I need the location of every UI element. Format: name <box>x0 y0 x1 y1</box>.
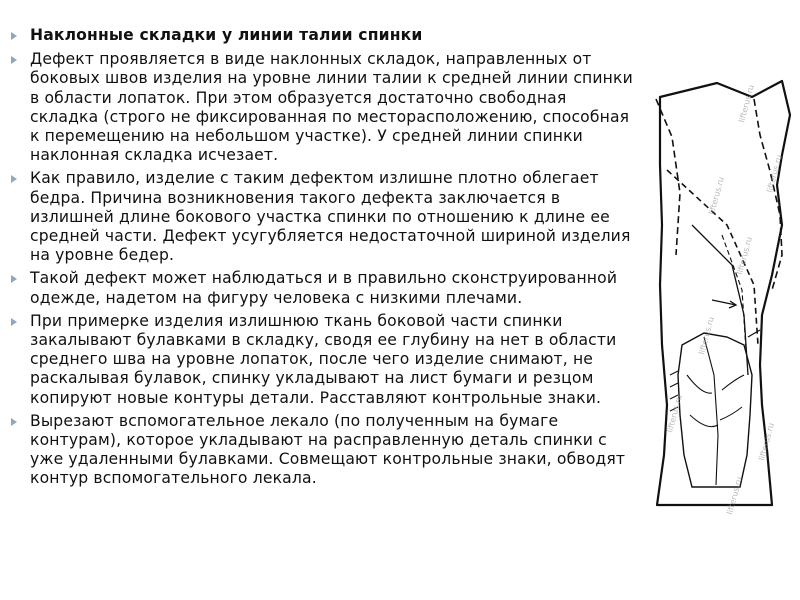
watermark: lifterus.ru <box>735 235 754 276</box>
watermark: lifterus.ru <box>665 393 684 434</box>
watermark: lifterus.ru <box>765 153 784 194</box>
paragraph-text: При примерке изделия излишнюю ткань боковой части спинки закалывают булавками в складку, сводя ее глубину на нет в области среднего шва на уровне лопаток, после чего изделие снимают, не раскалывая булавок, спинку укладывают на лист бумаги и резцом копируют новые контуры детали. Расставляют контрольные знаки. <box>30 311 617 407</box>
paragraph-text: Вырезают вспомогательное лекало (по полученным на бумаге контурам), которое укладывают на расправленную деталь спинки с уже удаленными булавками. Совмещают контрольные знаки, обводят контур вспомогательного лекала. <box>30 411 626 488</box>
watermark: lifterus.ru <box>697 315 716 356</box>
bullet-arrow-icon <box>11 318 17 326</box>
bullet-arrow-icon <box>11 32 17 40</box>
paragraph-4 <box>10 312 638 408</box>
watermark: lifterus.ru <box>707 175 726 216</box>
watermark: lifterus.ru <box>725 475 744 516</box>
garment-back-pattern-illustration <box>632 75 800 525</box>
paragraph-2 <box>10 169 638 265</box>
paragraph-text: Как правило, изделие с таким дефектом излишне плотно облегает бедра. Причина возникновения такого дефекта заключается в излишней длине бокового участка спинки по отношению к длине ее средней части. Дефект усугубляется недостаточной шириной изделия на уровне бедер. <box>30 169 631 265</box>
paragraph-text: Такой дефект может наблюдаться и в правильно сконструированной одежде, надетом на фигуру человека с низкими плечами. <box>30 269 618 307</box>
jacket-back-sketch <box>678 333 752 487</box>
bullet-arrow-icon <box>11 418 17 426</box>
paragraph-text: Дефект проявляется в виде наклонных складок, направленных от боковых швов изделия на уровне линии талии к средней линии спинки в области лопаток. При этом образуется достаточно свободная складка (строго не фиксированная по месторасположению, способная к перемещению на небольшом участке). У средней линии спинки наклонная складка исчезает. <box>30 50 633 165</box>
arrow-icon <box>748 330 760 337</box>
bullet-arrow-icon <box>11 275 17 283</box>
slide-title-row <box>10 26 638 45</box>
watermark: lifterus.ru <box>737 83 756 124</box>
text-content <box>10 26 638 493</box>
paragraph-1 <box>10 50 638 165</box>
paragraph-5 <box>10 412 638 489</box>
bullet-arrow-icon <box>11 175 17 183</box>
watermark: lifterus.ru <box>757 421 776 462</box>
paragraph-3 <box>10 269 638 307</box>
slide-title: Наклонные складки у линии талии спинки <box>30 26 423 44</box>
bullet-arrow-icon <box>11 56 17 64</box>
jacket-back-sketch <box>704 337 718 485</box>
